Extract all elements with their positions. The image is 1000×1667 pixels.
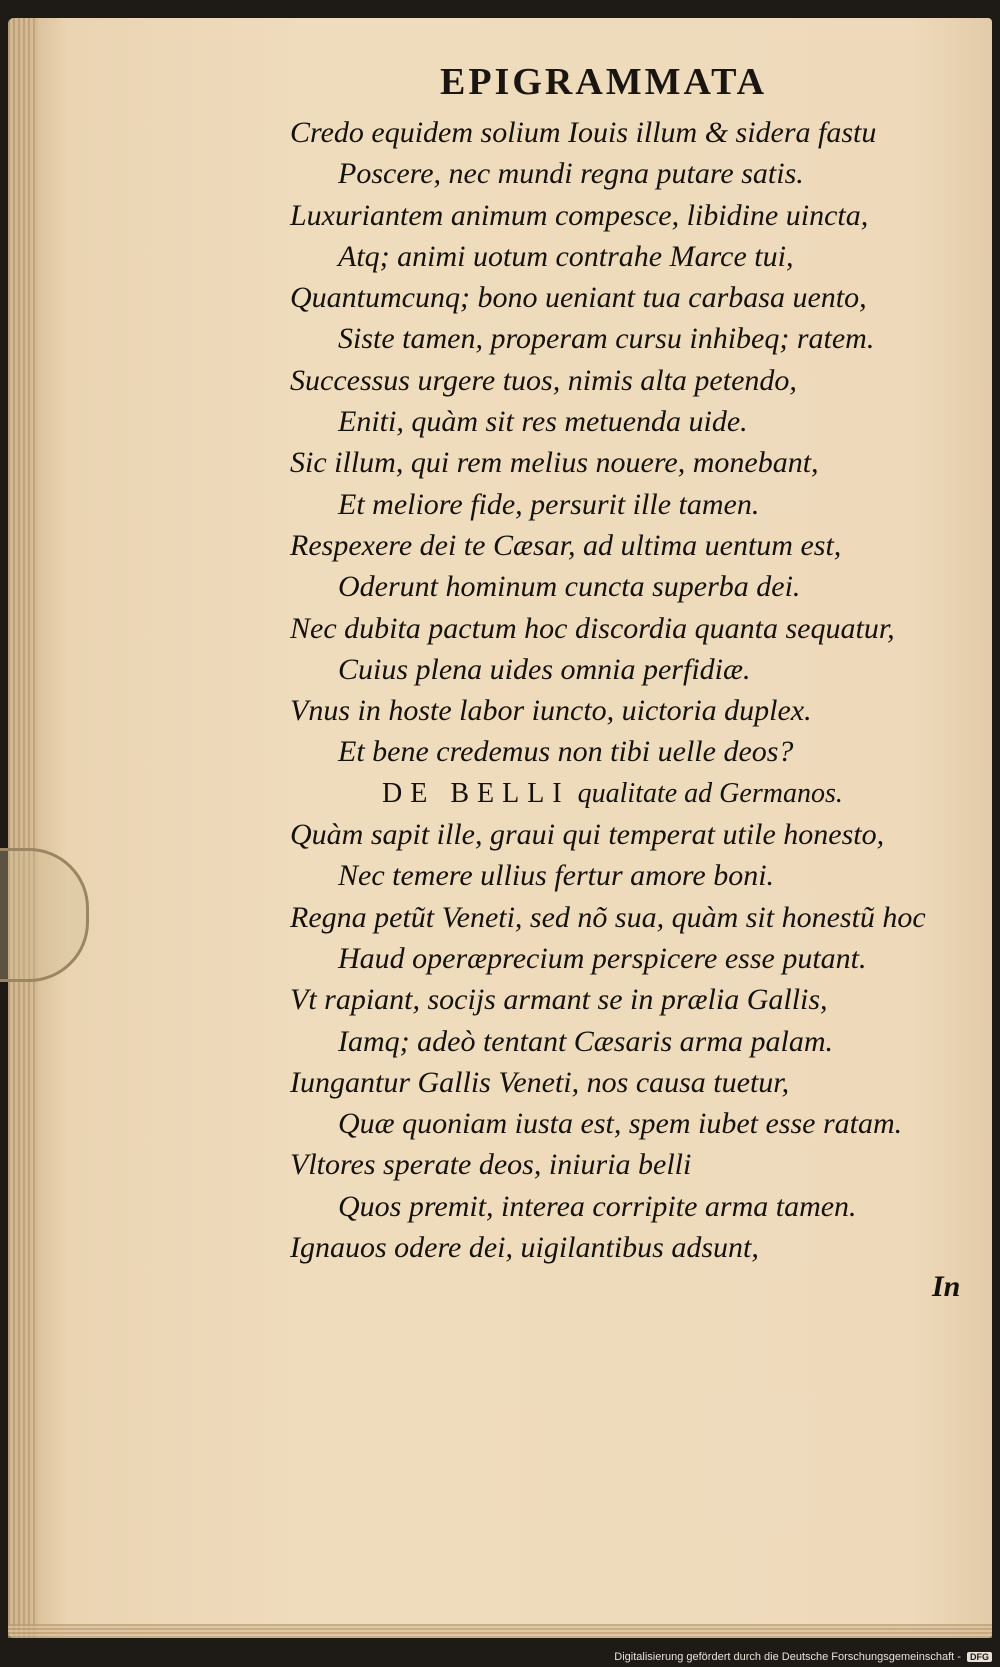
verse-block [290,112,930,1268]
catchword: In [932,1270,961,1303]
verse-line: Oderunt hominum cuncta superba dei. [338,570,801,604]
verse-line: Quantumcunq; bono ueniant tua carbasa uento, [290,281,867,315]
verse-line: Quàm sapit ille, graui qui temperat utile honesto, [290,818,885,852]
verse-line: Poscere, nec mundi regna putare satis. [338,157,804,191]
verse-line: Et bene credemus non tibi uelle deos? [338,735,794,769]
verse-line: Haud operæprecium perspicere esse putant. [338,941,867,975]
verse-line: Nec temere ullius fertur amore boni. [338,859,775,893]
section-title-rest: qualitate ad Germanos. [577,777,843,809]
verse-line: Iungantur Gallis Veneti, nos causa tuetur, [290,1065,790,1099]
verse-line: Credo equidem solium Iouis illum & sidera fastu [290,116,877,149]
verse-line: Ignauos odere dei, uigilantibus adsunt, [290,1231,759,1265]
dfg-logo: DFG [967,1652,992,1662]
section-title-caps: DE BELLI [382,777,570,809]
verse-line: Luxuriantem animum compesce, libidine uincta, [290,198,869,232]
page-edge-left [8,18,38,1638]
running-head: EPIGRAMMATA [440,61,768,103]
verse-line: Cuius plena uides omnia perfidiæ. [338,652,751,686]
verse-line: Successus urgere tuos, nimis alta petendo, [290,363,797,397]
verse-line: Vt rapiant, socijs armant se in prælia Gallis, [290,983,828,1017]
verse-line: Vnus in hoste labor iuncto, uictoria duplex. [290,694,812,728]
verse-line: Iamq; adeò tentant Cæsaris arma palam. [338,1024,833,1058]
verse-line: Et meliore fide, persurit ille tamen. [338,487,760,521]
book-clasp [0,848,89,982]
verse-line: Sic illum, qui rem melius nouere, monebant, [290,446,819,480]
section-title [290,773,930,814]
verse-line: Quæ quoniam iusta est, spem iubet esse ratam. [338,1107,903,1141]
credit-text: Digitalisierung gefördert durch die Deutsche Forschungsgemeinschaft - [614,1651,961,1663]
digitization-credit [614,1651,992,1663]
page-edge-bottom [8,1624,992,1638]
verse-line: Quos premit, interea corripite arma tamen. [338,1189,857,1223]
verse-line: Nec dubita pactum hoc discordia quanta sequatur, [290,611,895,645]
verse-line: Siste tamen, properam cursu inhibeq; ratem. [338,322,875,356]
verse-line: Respexere dei te Cæsar, ad ultima uentum est, [290,528,842,562]
verse-line: Regna petũt Veneti, sed nõ sua, quàm sit honestũ hoc [290,900,926,934]
verse-line: Vltores sperate deos, iniuria belli [290,1148,692,1182]
verse-line: Atq; animi uotum contrahe Marce tui, [338,239,794,273]
verse-line: Eniti, quàm sit res metuenda uide. [338,405,748,439]
